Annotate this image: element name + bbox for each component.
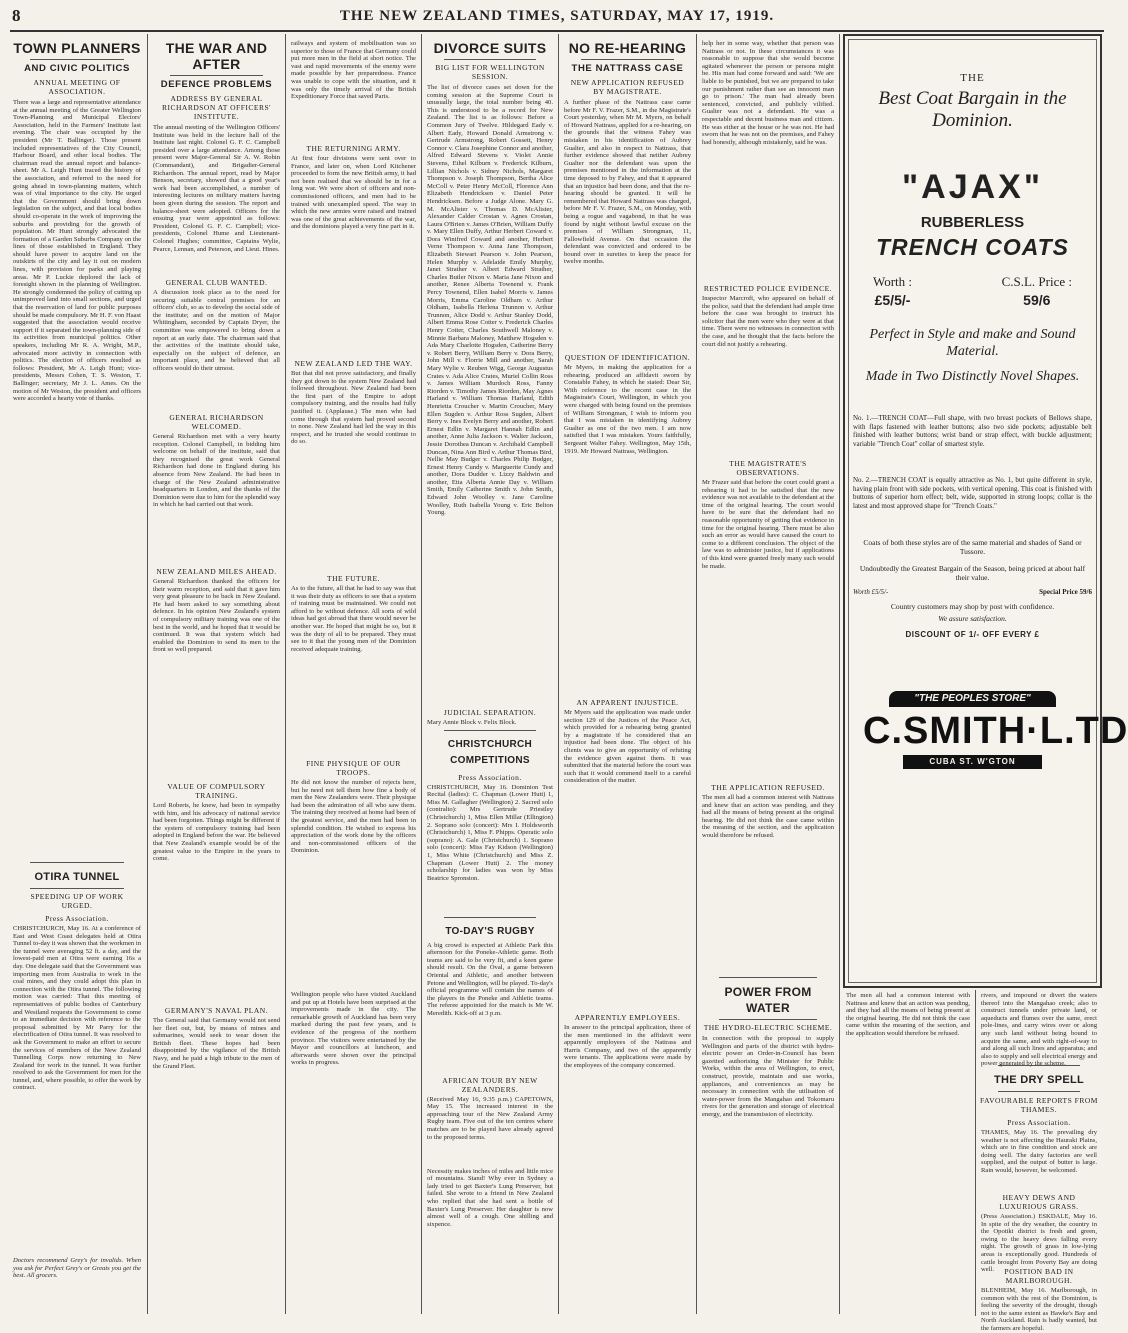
byline: Press Association. bbox=[45, 914, 109, 923]
ad-guarantee: We assure satisfaction. bbox=[938, 614, 1007, 623]
subhead-nattrass-case: THE NATTRASS CASE bbox=[571, 63, 684, 74]
article-body-employees: In answer to the principal application, three of the men mentioned in the affidavit were apparently employees of the Nattrass and Harris Company, and two of the apparently were tenants. The applications were made by the employees of the company concerned. bbox=[564, 1024, 691, 1069]
ad-store-logo bbox=[863, 691, 1128, 801]
section-heading: HEAVY DEWS AND LUXURIOUS GRASS. bbox=[999, 1193, 1079, 1211]
byline: Press Association. bbox=[1007, 1118, 1071, 1127]
section-heading: NEW ZEALAND LED THE WAY. bbox=[294, 359, 413, 368]
ad-the: THE bbox=[960, 72, 985, 84]
ad-worth-value: £5/5/- bbox=[874, 292, 911, 308]
article-body-led-the-way: But that did not prove satisfactory, and finally they got down to the system New Zealand had followed throughout. New Zealand had been the first part of the Empire to adopt compulsory training, and the results had fully justified it. (Applause.) The men who had come through that system had proved second to none. New Zealand had led the way in this respect, and he trusted she would continue to do so. bbox=[291, 370, 416, 446]
section-heading: GENERAL RICHARDSON WELCOMED. bbox=[169, 413, 264, 431]
ad-company-name: C.SMITH·L.TD bbox=[863, 710, 1128, 752]
headline-todays-rugby: TO-DAY'S RUGBY bbox=[445, 925, 535, 937]
article-body-african-tour: (Received May 16, 9.35 p.m.) CAPETOWN, May 15. The increased interest in the approaching tour of the New Zealand Army Rugby team. Five out of the ten centres where matches are to be played have already agreed to the proposed terms. bbox=[427, 1095, 553, 1141]
dek-speeding-up: SPEEDING UP OF WORK URGED. bbox=[30, 892, 124, 910]
article-body-divorce-list: The list of divorce cases set down for the coming session at the Supreme Court is unusually large, the total number being 40. This is understood to be a record for New Zealand. The list is as follows: Before a Common Jury of Twelve. Hildegard Eady v. Albert Eady, Howard Donald Armstrong v. Gertrude Armstrong, Robert Gossett, Henry Connor v. Clara Josephine Connor and another, Alfred Edward Stevens v. Violet Annie Stevens, Ethel Kilburn v. Frederick Kilburn, Lillian Nichols v. Sidney Nichols, Margaret Thompson v. Joseph Thompson, Bertha Alice McColl v. Peter Henry McColl, Florence Ann Elizabeth Hendricksen v. Daniel Peter Hendricksen. Before a Judge Alone. Mary G. M. McAlister v. Thomas D. McAlister, Alexander Calder Crostan v. Agnes Crostan, Laura O'Brien v. James O'Brien, William Duffy v. Mary Ellen Duffy, Arthur Herbert Coward v. Dora Winifred Coward and another, Herbert Verne Thompson v. Anna Jane Thompson, Elizabeth Stewart Pearson v. John Pearson, Helen Murphy v. Adelaide Emily Murphy, Janet Strather v. Albert Edward Strather, Charles Butler Nixon v. Maria Jane Nixon and another, Renee Alberta Townend v. Frank Percy Townend, Ellen Isabel Morris v. James Morris, Emma Caroline Oldham v. Arthur Oldham, Isabella Herlena Trunnon v. Arthur Trunnon, Alice Dodd v. Arthur Stanley Dodd, Albert Emma Rose Cotter v. Frederick Charles Henry Cotter, Charles Southwell Maloney v. Minnie Barbara Maloney, Matthew Hogsden v. Ada Mary Charlotte Hogsden, Catherine Berry v. Robert Berry, William Berry v. Dora Berry, John Mill v. Florrie Mill and another, Sarah Mary Wylie v. Reuben Wigg, George Augustus Crates v. Ada Alice Crates, Muriel Collin Ross v. James William Murdoch Ross, Fanny Riorden v. Timothy James Riorden, May Agnes Harland v. William Thomas Harland, Edith Henrietta Croucher v. Martin Croucher, Mary Ellen Sugden v. Arthur Ross Sugden, Albert Berry v. Ines Evelyn Berry and another, Robert Ernest Edlin v. Margaret Hannah Edlin and another, Anne Julia Jackson v. Walter Jackson, Jessie Dorothea Duncan v. Archibald Campbell Duncan, Nina Ann Bird v. Arthur Thomas Bird, Nellie May Budger v. Charles Philip Budger, Ernest Henry Cundy v. Marguerite Cundy and another, Dora Dudder v. Lizzy Baldwin and another, Etta Alberta Annie Day v. William Smith, Emily Catherine Smith v. John Smith, Edward John Woolley v. Jane Caroline Woolley, Ruth Isabella Young v. Eric Belton Young. bbox=[427, 84, 553, 517]
ad-peoples-store: "THE PEOPLES STORE" bbox=[889, 691, 1056, 707]
dek-application-refused: NEW APPLICATION REFUSED BY MAGISTRATE. bbox=[570, 78, 685, 96]
divider bbox=[444, 917, 536, 918]
article-body-otira: CHRISTCHURCH, May 16. At a conference of East and West Coast delegates held at Otira Tunnel to-day it was shown that the workmen in the tunnel were averaging 52 ft. a day, and the lowest-paid men at Otira were earning 16s a day. One delegate said that the Government was importing men from Australia to work in the coal mines, and they could adopt this plan in connection with the Otira tunnel. The following motion was carried: That this meeting of representatives of public bodies of Canterbury and Westland requests the Government to come to an immediate decision with reference to the proposal submitted by Mr Parry for the electrification of Otira tunnel. It was resolved to ask the Government to make an effort to secure the services of members of the New Zealand Tunnelling Corps now returning to New Zealand for work in the tunnel. It was further resolved to ask the Government for men for the tunnel, and, where possible, to offer the work by contract. bbox=[13, 925, 141, 1092]
headline-divorce-suits: DIVORCE SUITS bbox=[433, 40, 547, 56]
section-heading: APPARENTLY EMPLOYEES. bbox=[574, 1013, 681, 1022]
article-body-marlborough: BLENHEIM, May 16. Marlborough, in common with the rest of the Dominion, is feeling the severity of the drought, though not to the same extent as Hawke's Bay and North Auckland. Rain is badly wanted, but the farmers are hopeful. bbox=[981, 1287, 1097, 1332]
ad-csl-label: C.S.L. Price : bbox=[1001, 274, 1072, 289]
section-heading: POSITION BAD IN MARLBOROUGH. bbox=[1004, 1267, 1074, 1285]
ad-worth-again: Worth £5/5/- bbox=[853, 588, 889, 596]
byline: Press Association. bbox=[458, 772, 522, 782]
column-1 bbox=[10, 34, 144, 1314]
section-heading: THE RETURNING ARMY. bbox=[306, 144, 401, 153]
article-body-town-planners: There was a large and representative attendance at the annual meeting of the Greater Wellington Town-Planning and Municipal Electors' Association, held in the Farmers' Institute last evening. The chair was occupied by the president (Mr T. Ballinger). Those present included representatives of the City Council, Harbour Board, and other local bodies. The chairman read the annual report and balance-sheet. Mr A. Leigh Hunt traced the history of the association, and referred to the need for going ahead in town-planning matters, which was of vital importance to the city. He urged that the Government should bring down legislation on the subject, and that local bodies should co-operate in the work of improving the suburbs and providing for the growth of population. Mr Hunt strongly advocated the formation of a Garden Suburbs Company on the lines of those established in England. They should have power to acquire land on the outskirts of the city and lay it out on modern lines, with provision for parks and playing areas. Mr P. Luckie deplored the lack of foresight shown in the planning of Wellington. He strongly condemned the policy of cutting up unimproved land into small sections, and urged that the reservation of land for public purposes should be made compulsory. Mr H. F. von Haast suggested that the association would receive support if it separated the town-planning side of its activities from municipal politics. Other speakers, including Mr R. A. Wright, M.P., advocated more activity in connection with politics. The election of officers resulted as follows: President, Mr A. Leigh Hunt; vice-presidents, Messrs Cohen, T. S. Weston, T. Ballinger; secretary, Mr J. L. Ames. On the motion of Mr Weston, the president and officers were accorded a hearty vote of thanks. bbox=[13, 99, 141, 403]
ad-description-no1: No. 1.—TRENCH COAT—Full shape, with two breast pockets of Bellows shape, with flaps fastened with leather buttons; also two side pockets; adjustable belt finished with leather buttons; wrist band or strap effect, with buckle adjustment; variable "Trench Coat" collar of smartest style. bbox=[853, 414, 1092, 448]
headline-war-and-after: THE WAR AND AFTER bbox=[165, 40, 268, 72]
article-body-continued: railways and system of mobilisation was so superior to those of France that Germany could put more men in the field at short notice. The vast and rapid movements of the enemy were made possible by her preparedness. France was unable to cope with the situation, and it was only the timely arrival of the British Expeditionary Force that saved Paris. bbox=[291, 40, 416, 101]
ad-csl-price bbox=[1002, 274, 1072, 308]
article-body-hydro: In connection with the proposal to supply Wellington and parts of the district with hydro-electric power an Order-in-Council has been gazetted authorising the Minister for Public Works, within the area of Wellington, to erect, construct, provide, maintain and use works, appliances, and conveniences as may be necessary in connection with the utilisation of water-power from the Mangahao and Tokomaru rivers for the generation and storage of electrical energy, and the transmission of electricity. bbox=[702, 1035, 834, 1118]
article-body-separation: Mary Annie Block v. Felix Block. bbox=[427, 719, 517, 726]
headline-power-from-water: POWER FROM WATER bbox=[724, 985, 812, 1015]
ad-slogan: Best Coat Bargain in the Dominion. bbox=[878, 88, 1067, 131]
ad-worth bbox=[873, 274, 912, 308]
column-5 bbox=[561, 34, 694, 1314]
dek-richardson-address: ADDRESS BY GENERAL RICHARDSON AT OFFICERS' INSTITUTE. bbox=[162, 94, 271, 121]
headline-dry-spell: THE DRY SPELL bbox=[993, 1074, 1085, 1086]
article-body-refused: The men all had a common interest with Nattrass and knew that an action was pending, and they had all the means of being present at the original hearing. He did not think the case came within the meaning of the section, and the application would therefore be refused. bbox=[702, 794, 834, 839]
divider bbox=[30, 862, 124, 863]
article-body-nattrass: A further phase of the Nattrass case came before Mr F. V. Frazer, S.M., in the Magistrate's Court yesterday, when Mr M. Myers, on behalf of Howard Nattrass, applied for a re-hearing, on the grounds that the witness Fahey was mistaken in his identification of Aubrey Gualter, and also in respect to Nattrass, that further evidence showed that neither Aubrey Gualter nor the defendant was upon the premises mentioned in the information at the time deposed to by Fahey, and that it appeared that an injustice had been done, and that the re-hearing should be granted. It will be remembered that Howard Nattrass was charged, before Mr F. V. Frazer, S.M., on Monday, with being a rogue and vagabond, in that he was found by night without lawful excuse on the premises of William Strongman, 11, Fallowfield Avenue. On that occasion the defendant was convicted and ordered to be bound over in sureties to keep the peace for twelve months. bbox=[564, 99, 691, 266]
column-4 bbox=[424, 34, 556, 1314]
section-heading: JUDICIAL SEPARATION. bbox=[443, 708, 537, 717]
article-body-hydro-continued: rivers, and impound or divert the waters thereof into the Mangahao creek; also to construct tunnels under private land, or aqueducts and flumes over the same, erect pole-lines, and carry wires over or along any such land without being bound to acquire the same, and with right-of-way to and along all such lines and apparatus; and also to supply and sell electrical energy and power generated by the scheme. bbox=[981, 992, 1097, 1068]
ad-description-no2: No. 2.—TRENCH COAT is equally attractive as No. 1, but quite different in style, having plain front with side pockets, with vertical opening. This coat is finished with buttons of superior horn effect; belt, wide, supported in strong loops; collar is the latest and most approved shape for "Trench Coats." bbox=[853, 476, 1092, 510]
headline-otira-tunnel: OTIRA TUNNEL bbox=[34, 871, 120, 883]
article-body-dews: (Press Association.) ESKDALE, May 16. In spite of the dry weather, the country in the Opotiki district is fresh and green, owing to the heavy dews falling every night. The growth of grass in low-lying areas is exceptionally good. Hundreds of cattle brought from Poverty Bay are doing well. bbox=[981, 1213, 1097, 1274]
article-body-rugby: A big crowd is expected at Athletic Park this afternoon for the Poneke-Athletic game. Both teams are said to be very fit, and a keen game should result. On the Oval, a game between Oriental and Athletic, and another between Petone and Wellington, will be played. To-day's official programme will contain the names of the players in the Poneke and Athletic teams. The referee appointed for the match is Mr W. Meredith. Kick-off at 3 p.m. bbox=[427, 941, 553, 1017]
section-heading: RESTRICTED POLICE EVIDENCE. bbox=[703, 284, 833, 293]
dek-big-list: BIG LIST FOR WELLINGTON SESSION. bbox=[435, 63, 545, 81]
article-body-injustice: Mr Myers said the application was made under section 129 of the Justices of the Peace Act, which provided for a rehearing being granted by a magistrate if he considered that an injustice had been done. The object of his clients was to give an opportunity of refuting the evidence given against them. It was submitted that the material before the court was such that it would commend itself to a careful consideration of the matter. bbox=[564, 709, 691, 785]
ad-country: Country customers may shop by post with confidence. bbox=[890, 602, 1055, 611]
divider bbox=[998, 1091, 1080, 1092]
section-heading: AFRICAN TOUR BY NEW ZEALANDERS. bbox=[442, 1075, 538, 1094]
article-body-officers: The annual meeting of the Wellington Officers' Institute was held in the lecture hall of the Institute last night. Colonel G. F. C. Campbell presided over a large attendance. Among those present were Major-General Sir A. W. Robin (Commandant), and Brigadier-General Richardson. The annual report, read by Major Benson, secretary, showed that a good year's work had been accomplished, a number of interesting lectures on military matters having been given during the session. The report and balance-sheet were adopted. Officers for the ensuing year were appointed as follows: President, Colonel G. F. C. Campbell; vice-presidents, Colonel Hume and Lieutenant-Colonel Hughes; committee, Captains Wylie, Pearce, Lennan, and Peterson, and Lieut. Hines. bbox=[153, 124, 280, 253]
column-7a bbox=[843, 990, 973, 1316]
ad-made: Made in Two Distinctly Novel Shapes. bbox=[865, 369, 1080, 384]
article-body-lung-preserver: Necessity makes inches of miles and little mice of mountains. Stand! Why ever in Sydney a lady tried to get Baxter's Lung Preserver, but failed. She wrote to a friend in New Zealand who replied that she had sent a bottle of Baxter's Lung Preserver. Her daughter is now almost well of a cough. One shilling and sixpence. bbox=[427, 1167, 553, 1228]
section-heading: NEW ZEALAND MILES AHEAD. bbox=[156, 567, 277, 576]
article-body-observations: Mr Frazer said that before the court could grant a rehearing it had to be satisfied that the new evidence was not available to the defendant at the time of the original hearing. The court would have to be sure that the defendant had no reasonable opportunity of getting that evidence in time for the original hearing. There must be also such an error as would have caused the court to come to a different conclusion. The object of the law was to administer justice, but if applications of this kind were granted freely many such would be made. bbox=[702, 479, 834, 570]
article-body-training: Lord Roberts, he knew, had been in sympathy with him, and his advocacy of national service had been forgotten. Things might be different if the system of compulsory training had been adopted in England before the war. He believed that New Zealand's example would be of the greatest value to the Empire in the years to come. bbox=[153, 802, 280, 863]
column-rule bbox=[285, 34, 286, 1314]
headline-christchurch-competitions: CHRISTCHURCH COMPETITIONS bbox=[447, 738, 533, 766]
ad-bargain: Undoubtedly the Greatest Bargain of the Season, being priced at about half their value. bbox=[859, 564, 1086, 582]
article-body-identification: Mr Myers, in making the application for a rehearing, produced an affidavit sworn by Constable Fahey, in which he stated: Dear Sir, With reference to the recent case in the Magistrate's Court, Wellington, in which you were charged with being found on the premises of William Strongman, I wish to inform you that I was mistaken in identifying Aubrey Gualter as one of the two men. I am now satisfied that I was mistaken. Yours faithfully, Sergeant Walter Fahey. Wellington, May 15th, 1919. Mr Howard Nattrass, Wellington. bbox=[564, 364, 691, 455]
headline-town-planners: TOWN PLANNERS bbox=[13, 40, 141, 56]
article-body-welcome: General Richardson met with a very hearty reception. Colonel Campbell, in bidding him welcome on behalf of the institute, said that they recognised the great work General Richardson had done in England during his absence from New Zealand. He had been in charge of the New Zealand administrative headquarters in London, and the thanks of the Dominion were due to him for the splendid way in which he had carried out that work. bbox=[153, 433, 280, 509]
divider bbox=[444, 59, 536, 60]
column-rule bbox=[839, 34, 840, 1314]
section-heading: THE MAGISTRATE'S OBSERVATIONS. bbox=[729, 459, 807, 477]
newspaper-title: THE NEW ZEALAND TIMES, SATURDAY, MAY 17, 1919. bbox=[339, 8, 775, 24]
dek-annual-meeting: ANNUAL MEETING OF ASSOCIATION. bbox=[33, 78, 121, 96]
ad-product: TRENCH COATS bbox=[875, 234, 1069, 260]
small-advertisement: Doctors recommend Grey's for invalids. When you ask for Perfect Grey's or Greats you get the best. All grocers. bbox=[13, 1257, 141, 1280]
ad-rubberless: RUBBERLESS bbox=[920, 214, 1025, 231]
ad-address: CUBA ST. W'GTON bbox=[903, 755, 1042, 769]
subhead-defence: DEFENCE PROBLEMS bbox=[160, 79, 273, 90]
section-heading: QUESTION OF IDENTIFICATION. bbox=[564, 353, 691, 362]
article-body-returning-army: At first four divisions were sent over to France, and later on, when Lord Kitchener proceeded to form the new British army, it had not been realised that we should be in for a long war. We were short of officers and non-commissioned officers, and men had to be trained with unexampled speed. The way in which the new armies were raised and trained was one of the great achievements of the war, and the dominions played a very fine part in it. bbox=[291, 155, 416, 231]
ad-csl-value: 59/6 bbox=[1023, 292, 1051, 308]
ad-brand: "AJAX" bbox=[902, 168, 1043, 206]
divider bbox=[30, 888, 124, 889]
divider bbox=[444, 730, 536, 731]
article-body-miles-ahead: General Richardson thanked the officers for their warm reception, and said that it gave him very great pleasure to be back in New Zealand. He had been asked to say something about defence. In his opinion New Zealand's system of compulsory military training was one of the best in the world, and he hoped that it would be continued. It was that system which had enabled the Dominion to send its men to the front so well prepared. bbox=[153, 578, 280, 654]
column-rule bbox=[421, 34, 422, 1314]
article-body-police-evidence: Inspector Marcroft, who appeared on behalf of the police, said that the defendant had ample time before the case was brought to instruct his solicitor that the men were who they were at that time. There were no witnesses in connection with the case, and he thought that the facts before the court did not justify a rehearing. bbox=[702, 295, 834, 348]
section-heading: AN APPARENT INJUSTICE. bbox=[576, 698, 679, 707]
ad-coats-note: Coats of both these styles are of the same material and shades of Sand or Tussore. bbox=[863, 538, 1082, 556]
divider bbox=[581, 59, 674, 60]
article-body-naval-plan: The General said that Germany would not send her fleet out, but, by means of mines and submarines, would seek to wear down the British fleet. These hopes had been disappointed by the vigilance of the British Navy, and he paid a high tribute to the men of the Grand Fleet. bbox=[153, 1017, 280, 1070]
ad-perfect: Perfect in Style and make and Sound Material. bbox=[869, 327, 1076, 359]
section-heading: VALUE OF COMPULSORY TRAINING. bbox=[167, 782, 266, 800]
column-rule bbox=[147, 34, 148, 1314]
divider bbox=[719, 1019, 817, 1020]
column-rule bbox=[558, 34, 559, 1314]
column-7b bbox=[978, 990, 1100, 1332]
section-heading: GENERAL CLUB WANTED. bbox=[165, 278, 268, 287]
article-body-continued: help her in some way, whether that person was Nattrass or not. In these circumstances it was reasonable to suppose that she would become agitated whenever the person or persons might be. His man had come forward and said: 'We are liable to be punished, but we are prepared to take our punishment rather than see an innocent man go to prison.' The man had already been sentenced, convicted, and publicly vilified. Gualter was not a defendant. He was a respectable and decent business man and citizen. He was either at the house or he was not. He had sworn that he was not on the premises, and Fahey had honestly, although mistakenly, said he was. bbox=[702, 40, 834, 146]
ad-special-price: Special Price 59/6 bbox=[1039, 588, 1092, 596]
column-rule bbox=[696, 34, 697, 1314]
dek-hydro-electric: THE HYDRO-ELECTRIC SCHEME. bbox=[703, 1023, 833, 1032]
section-heading: FINE PHYSIQUE OF OUR TROOPS. bbox=[306, 759, 401, 777]
article-body-competitions: CHRISTCHURCH, May 16. Dominion Test Recital (ladies): C. Chapman (Lower Hutt) 1, Miss M. Gallagher (Wellington) 2. Sacred solo (contralto): Mrs Gertrude Priestley (Christchurch) 1, Miss Ellen Millar (Ellington) 2. Soprano solo (concert): Mrs I. Holdsworth (Christchurch) 1, Miss F. Phipps. Operatic solo (soprano): A. Gale (Christchurch) 1. Soprano solo (concert): Miss Fay Kidson (Wellington) 1, Miss White (Christchurch) and Miss Z. Chapman (Lower Hutt) 2. The money scholarship for ladies was won by Miss Beatrice Spronston. bbox=[427, 783, 553, 882]
divider bbox=[719, 977, 817, 978]
article-body-club: A discussion took place as to the need for securing suitable central premises for an officers' club, so as to develop the social side of the institute; and on the motion of Major Whitingham, seconded by Captain Dryer, the committee was empowered to bring down a report at an early date. The chairman said that the activities of the institute should take, especially on the subject of defence, an important place, and he believed that all officers would do their utmost. bbox=[153, 289, 280, 372]
column-3 bbox=[288, 34, 419, 1314]
section-heading: FAVOURABLE REPORTS FROM THAMES. bbox=[980, 1096, 1098, 1114]
article-body-continued: The men all had a common interest with Nattrass and knew that an action was pending, and they had all the means of being present at the original hearing. He did not think the case came within the meaning of the section, and the application would therefore be refused. bbox=[846, 992, 970, 1037]
column-6 bbox=[699, 34, 837, 1314]
article-body-thames: THAMES, May 16. The prevailing dry weather is not affecting the Hauraki Plains, which are in fine condition and stock are doing well. The dairy factories are well supplied, and the output of butter is large. Rain would, however, be welcomed. bbox=[981, 1129, 1097, 1174]
section-heading: THE APPLICATION REFUSED. bbox=[711, 783, 825, 792]
subhead-civic-politics: AND CIVIC POLITICS bbox=[24, 63, 130, 74]
divider bbox=[30, 59, 124, 60]
article-body-physique: He did not know the number of rejects here, but he need not tell them how fine a body of men the New Zealanders were. Their physique had been the admiration of all who saw them. The training they received at home had been of the greatest service, and the men had been in splendid condition. He wished to express his appreciation of the work done by the officers and non-commissioned officers of the Dominion. bbox=[291, 779, 416, 855]
headline-no-rehearing: NO RE-HEARING bbox=[568, 40, 687, 56]
article-body-future: As to the future, all that he had to say was that it was their duty as officers to see that a system of training must be maintained. We could not afford to be without defence. All sorts of wild ideas had got abroad that there would never be another war. He hoped that might be so, but it was the duty of all to be prepared. They must see to it that the young men of the Dominion received adequate training. bbox=[291, 585, 416, 653]
page-number: 8 bbox=[12, 6, 21, 25]
column-rule bbox=[975, 990, 976, 1316]
section-heading: THE FUTURE. bbox=[327, 574, 380, 583]
column-2 bbox=[150, 34, 283, 1314]
divider bbox=[170, 75, 263, 76]
advertisement-ajax-trench-coats bbox=[843, 34, 1128, 988]
article-body-auckland: Wellington people who have visited Auckland and put up at Hotels have been surprised at the improvements made in the city. The remarkable growth of Auckland has been very marked during the past few years, and is evidence of the progress of the northern province. The visitors were entertained by the Mayor and councillors at luncheon, and afterwards were shown over the principal works in progress. bbox=[291, 991, 416, 1067]
section-heading: GERMANY'S NAVAL PLAN. bbox=[164, 1006, 269, 1015]
masthead bbox=[10, 4, 1104, 32]
ad-discount: DISCOUNT OF 1/- OFF EVERY £ bbox=[905, 630, 1040, 639]
ad-worth-label: Worth : bbox=[873, 274, 913, 289]
